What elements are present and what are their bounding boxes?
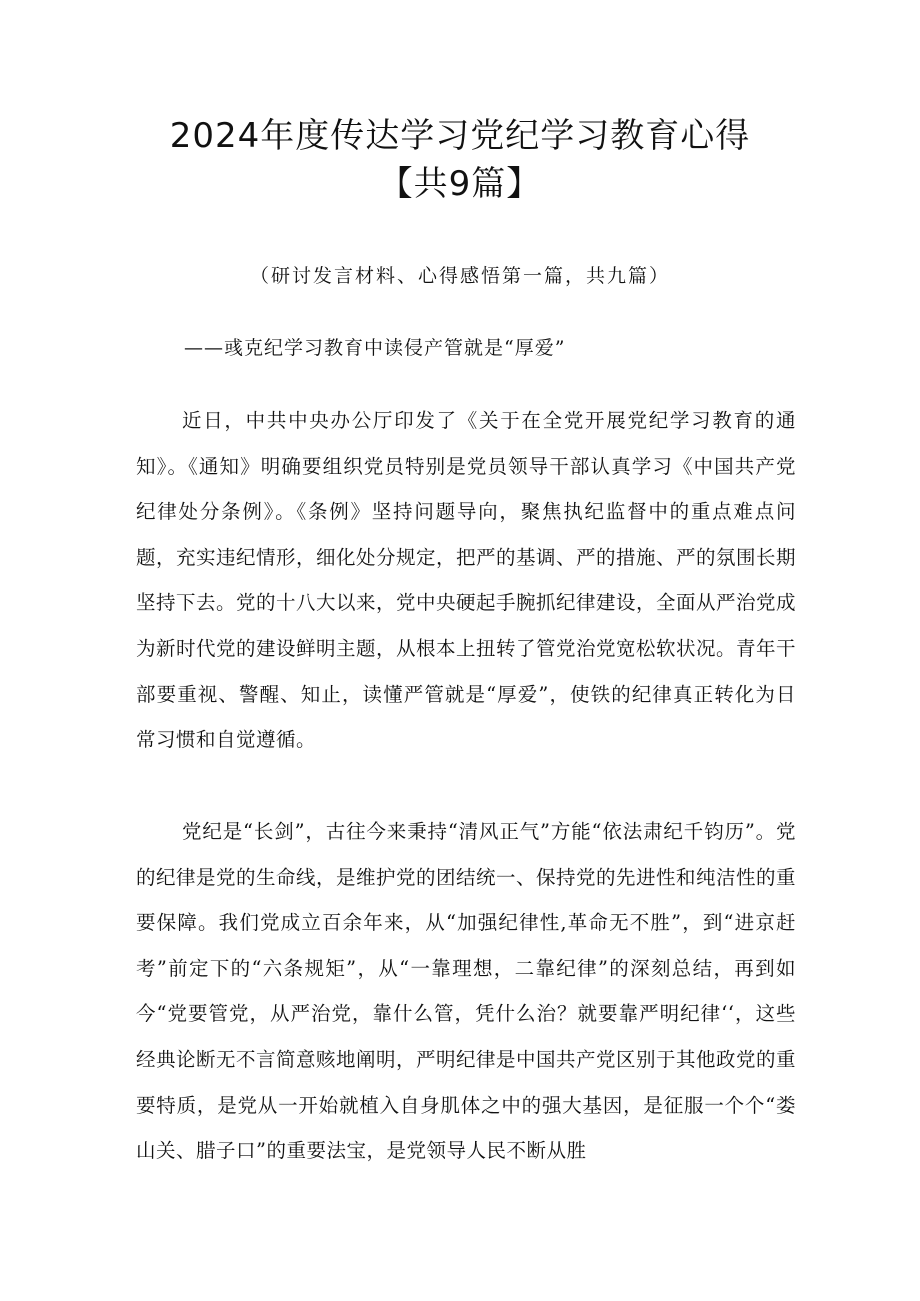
body-paragraph: 党纪是“长剑”，古往今来秉持“清风正气”方能“依法肃纪千钧历”。党的纪律是党的生命线，是维护党的团结统一、保持党的先进性和纯洁性的重要保障。我们党成立百余年来，从“加强纪律性,革命无不胜”，到“进京赶考”前定下的“六条规矩”，从“一靠理想，二靠纪律”的深刻总结，再到如今“党要管党，从严治党，靠什么管，凭什么治？就要靠严明纪律‘‘，这些经典论断无不言简意赅地阐明，严明纪律是中国共产党区别于其他政党的重要特质，是党从一开始就植入自身肌体之中的强大基因，是征服一个个“娄山关、腊子口”的重要法宝，是党领导人民不断从胜 [136,820,797,1163]
body-paragraph: 近日，中共中央办公厅印发了《关于在全党开展党纪学习教育的通知》。《通知》明确要组织党员特别是党员领导干部认真学习《中国共产党纪律处分条例》。《条例》坚持问题导向，聚焦执纪监督中的重点难点问题，充实违纪情形，细化处分规定，把严的基调、严的措施、严的氛围长期坚持下去。党的十八大以来，党中央硬起手腕抓纪律建设，全面从严治党成为新时代党的建设鲜明主题，从根本上扭转了管党治党宽松软状况。青年干部要重视、警醒、知止，读懂严管就是“厚爱”，使铁的纪律真正转化为日常习惯和自觉遵循。 [136,409,797,752]
document-title: 2024年度传达学习党纪学习教育心得【共9篇】 [169,116,751,204]
document-subtitle: （研讨发言材料、心得感悟第一篇，共九篇） [249,265,670,287]
document-byline: ——彧克纪学习教育中读侵产管就是“厚爱” [184,337,566,359]
